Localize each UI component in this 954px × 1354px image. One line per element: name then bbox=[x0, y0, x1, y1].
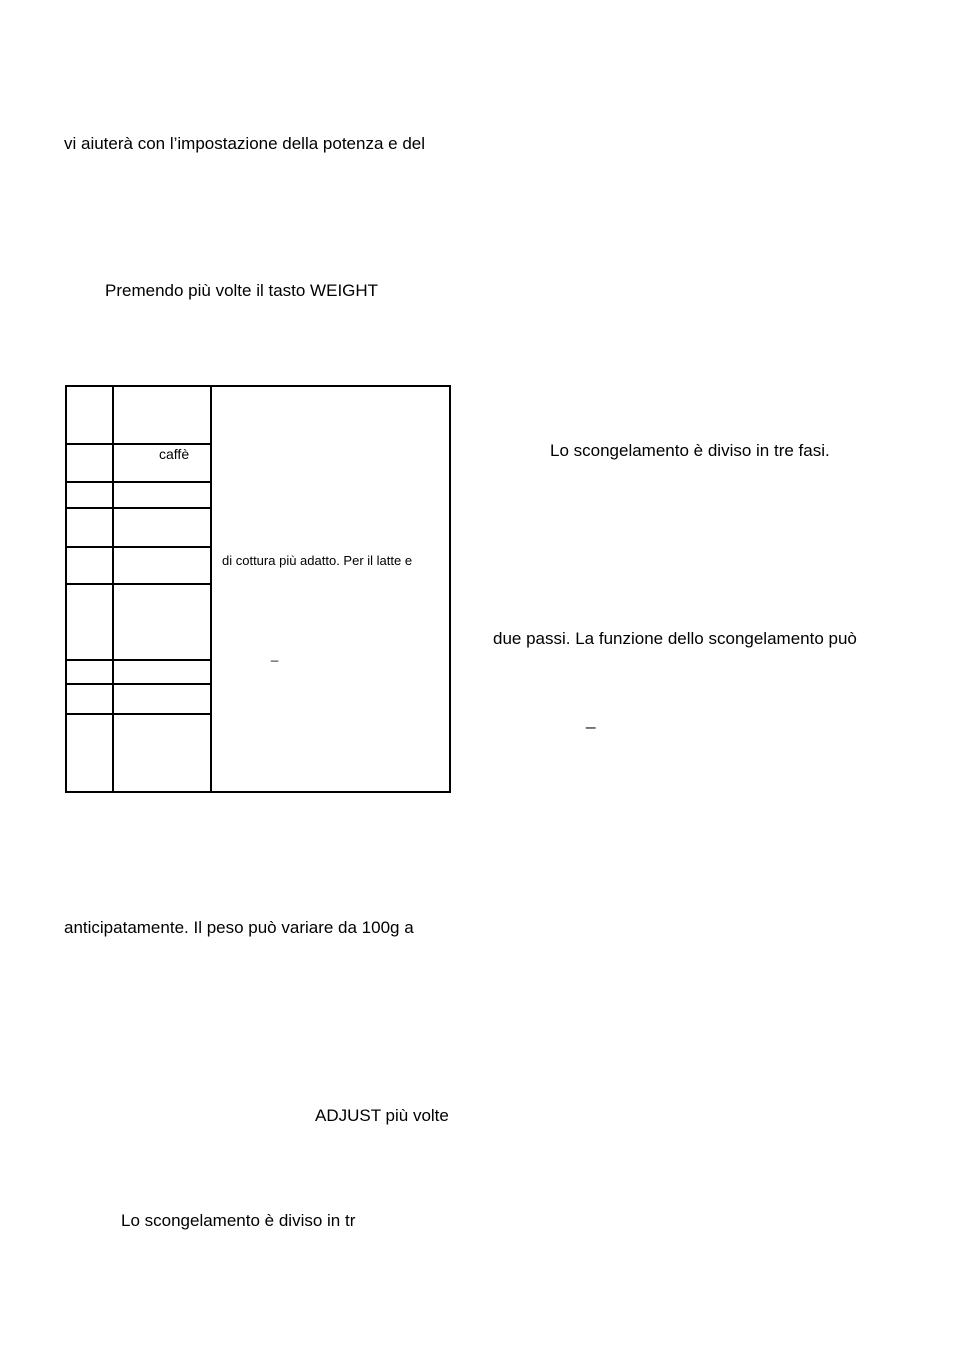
paragraph-line: vi aiuterà con l’impostazione della potenza e del bbox=[64, 134, 426, 153]
paragraph-line: ADJUST più volte bbox=[315, 1106, 449, 1125]
paragraph-line: anticipatamente. Il peso può variare da 100g a bbox=[64, 918, 414, 937]
program-table bbox=[65, 385, 451, 793]
table-row-divider bbox=[67, 443, 212, 445]
table-row-divider bbox=[67, 683, 212, 685]
table-row-divider bbox=[67, 546, 212, 548]
table-row-divider bbox=[67, 713, 212, 715]
table-row-divider bbox=[67, 507, 212, 509]
table-dash: _ bbox=[271, 647, 279, 662]
paragraph-line: Lo scongelamento è diviso in tr bbox=[121, 1211, 356, 1230]
table-column-divider bbox=[112, 387, 114, 791]
table-row-divider bbox=[67, 481, 212, 483]
table-cell: caffè bbox=[159, 446, 190, 462]
paragraph-line: Premendo più volte il tasto WEIGHT bbox=[105, 281, 379, 300]
table-description: di cottura più adatto. Per il latte e bbox=[222, 553, 413, 568]
table-row-divider bbox=[67, 583, 212, 585]
paragraph-line: Lo scongelamento è diviso in tre fasi. bbox=[550, 441, 830, 460]
table-column-divider bbox=[210, 387, 212, 791]
paragraph-dash: _ bbox=[586, 710, 596, 729]
paragraph-line: due passi. La funzione dello scongelamento può bbox=[493, 629, 857, 648]
table-row-divider bbox=[67, 659, 212, 661]
